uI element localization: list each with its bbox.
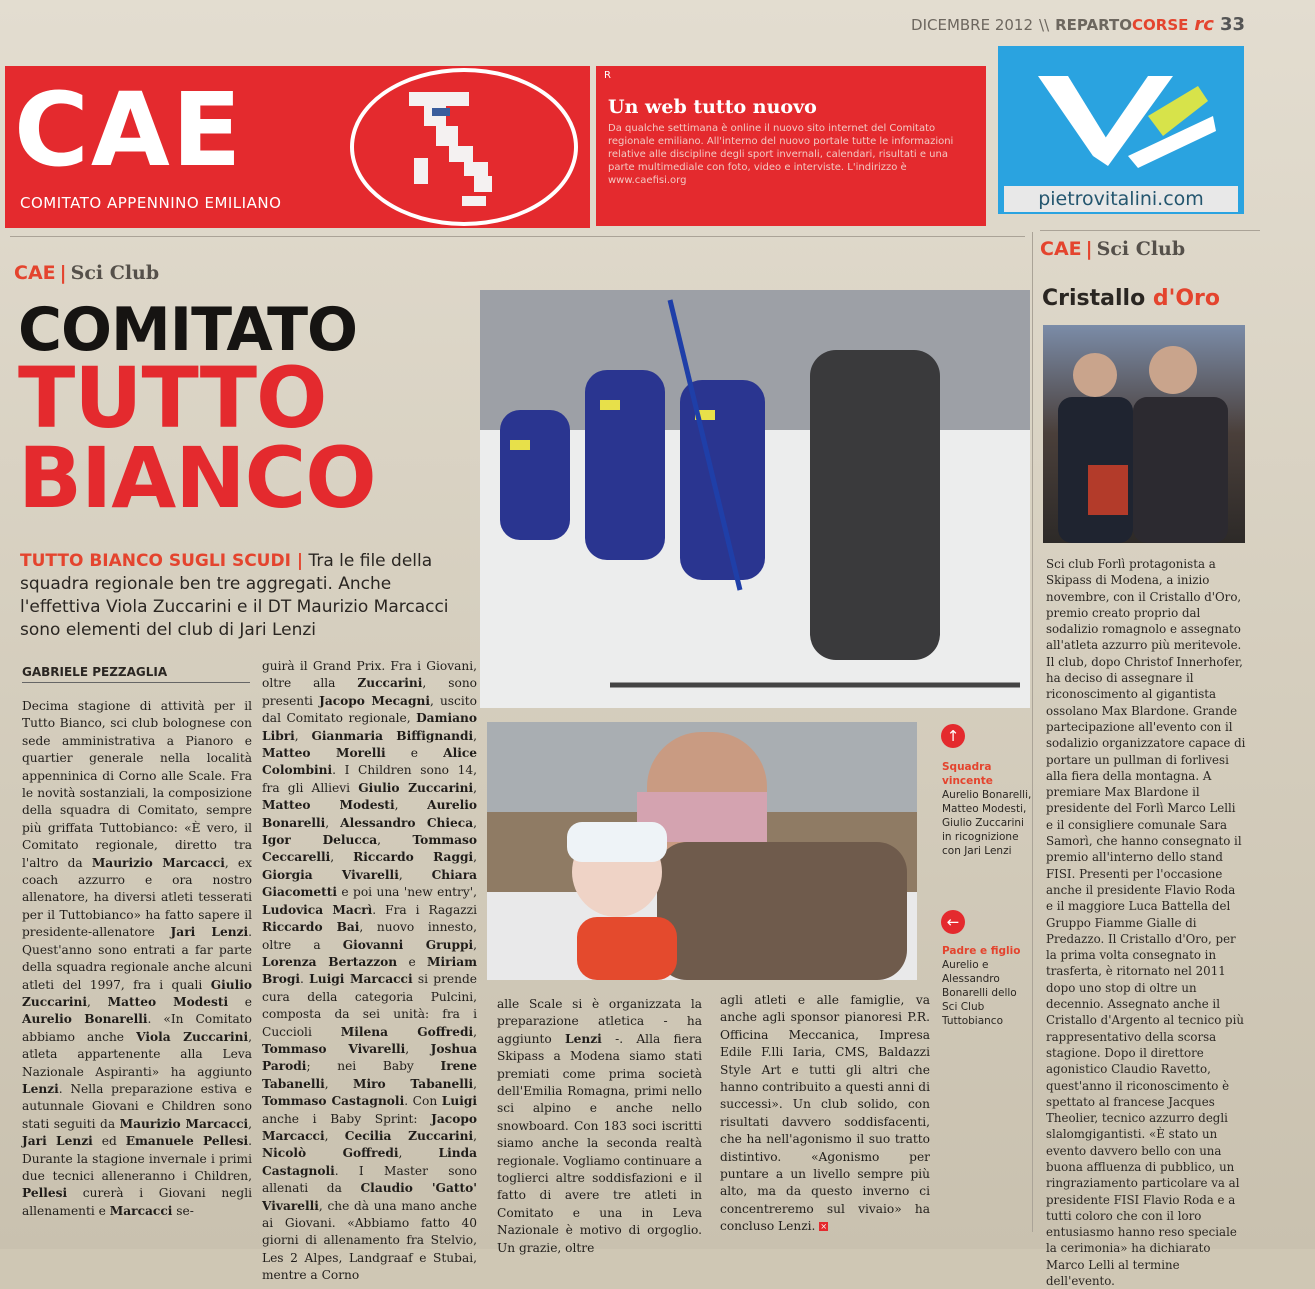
page-number: 33: [1219, 14, 1245, 35]
headline-line-3: BIANCO: [18, 429, 376, 527]
registered-mark: R: [604, 70, 611, 81]
caption-title: Squadra vincente: [942, 761, 993, 787]
ad-url[interactable]: pietrovitalini.com: [1004, 186, 1238, 212]
article-column-2: guirà il Grand Prix. Fra i Giovani, oltre alla Zuccarini, sono presenti Jacopo Mecagni, uscito dal Comitato regionale, Damiano Libri, Gianmaria Biffignandi, Matteo Morelli e Alice Colombini. I Children sono 14, fra gli Allievi Giulio Zuccarini, Matteo Modesti, Aurelio Bonarelli, Alessandro Chieca, Igor Delucca, Tommaso Ceccarelli, Riccardo Raggi, Giorgia Vivarelli, Chiara Giacometti e poi una 'new entry', Ludovica Macrì. Fra i Ragazzi Riccardo Bai, nuovo innesto, oltre a Giovanni Gruppi, Lorenza Bertazzon e Miriam Brogi. Luigi Marcacci si prende cura della categoria Pulcini, composta da sei unità: fra i Cuccioli Milena Goffredi, Tommaso Vivarelli, Joshua Parodi; nei Baby Irene Tabanelli, Miro Tabanelli, Tommaso Castagnoli. Con Luigi anche i Baby Sprint: Jacopo Marcacci, Cecilia Zuccarini, Nicolò Goffredi, Linda Castagnoli. I Master sono allenati da Claudio 'Gatto' Vivarelli, che dà una mano anche ai Giovani. «Abbiamo fatto 40 giorni di allenamento fra Stelvio, Les 2 Alpes, Landgraaf e Stubai, mentre a Corno: [262, 659, 478, 1283]
article-column-4: agli atleti e alle famiglie, va anche agli sponsor pianoresi P.R. Officina Meccanica, Impresa Edile F.lli Iaria, CMS, Baldazzi Style Art e tutti gli altri che hanno contribuito a questi anni di successi». Un club solido, con risultati davvero soddisfacenti, che ha nell'agonismo il suo tratto distintivo. «Agonismo per puntare a un livello sempre più alto, ma da questo inverno ci concentreremo sul vivaio» ha concluso Lenzi. ×: [720, 993, 930, 1234]
section-name: Sci Club: [70, 262, 160, 284]
header-divider: [10, 236, 1025, 237]
article-deck: [20, 550, 470, 642]
end-of-article-icon: ×: [820, 1222, 828, 1232]
section-cae: CAE: [14, 262, 56, 284]
deck-text: Tra le file della squadra regionale ben tre aggregati. Anche l'effettiva Viola Zuccarini e il DT Maurizio Marcacci sono elementi del club di Jari Lenzi: [20, 551, 449, 640]
pv-logo-icon: [998, 46, 1244, 186]
caption-title: Padre e figlio: [942, 945, 1021, 957]
italy-map-icon: [350, 68, 578, 226]
byline-rule: [22, 682, 250, 683]
arrow-up-icon: ↑: [941, 724, 965, 748]
sidebar-title: [1042, 286, 1220, 311]
caption-text: Aurelio e Alessandro Bonarelli dello Sci Club Tuttobianco: [942, 959, 1017, 1027]
web-panel-text: Da qualche settimana è online il nuovo sito internet del Comitato regionale emiliano. All'interno del nuovo portale tutte le informazioni relative alle discipline degli sport invernali, calendari, risultati e una parte multimediale con foto, video e interviste. L'indirizzo è www.caefisi.org: [608, 123, 954, 186]
sidebar-photo: [1043, 325, 1245, 543]
sidebar-title-a: Cristallo: [1042, 286, 1153, 311]
skiers-photo-icon: [480, 290, 1030, 708]
header-reparto: REPARTO: [1055, 15, 1133, 34]
section-bar: |: [1085, 238, 1093, 260]
caption-squadra: [942, 760, 1032, 858]
headline-line-1: COMITATO: [18, 295, 358, 365]
caption-padre-figlio: [942, 944, 1032, 1028]
sidebar-text: Sci club Forlì protagonista a Skipass di Modena, a inizio novembre, con il Cristallo d'Oro, premio creato proprio dal sodalizio romagnolo e assegnato all'atleta azzurro più meritevole. Il club, dopo Christof Innerhofer, ha deciso di assegnare il riconoscimento al gigantista ossolano Max Blardone. Grande partecipazione all'evento con il sodalizio organizzatore capace di portare un pullman di forlivesi alla fiera della montagna. A premiare Max Blardone il presidente del Forlì Marco Lelli e il consigliere comunale Sara Samorì, che hanno consegnato il premio all'interno dello stand FISI. Presenti per l'occasione anche il presidente Flavio Roda e il maggiore Luca Battella del Gruppo Fiamme Gialle di Predazzo. Il Cristallo d'Oro, per la prima volta consegnato in trasferta, è ritornato nel 2011 dopo uno stop di oltre un decennio. Assegnato anche il Cristallo d'Argento al tecnico più rappresentativo della scorsa stagione. Dopo il direttore agonistico Claudio Ravetto, quest'anno il riconoscimento è spettato al francese Jacques Theolier, tecnico azzurro degli slalomgigantisti. «È stato un evento davvero bello con una buona affluenza di pubblico, un ringraziamento particolare va al presidente FISI Flavio Roda e a tutti coloro che con il loro entusiasmo hanno reso speciale la cerimonia» ha dichiarato Marco Lelli al termine dell'evento.: [1046, 557, 1246, 1289]
portrait-photo-icon: [487, 722, 917, 980]
caption-text: Aurelio Bonarelli, Matteo Modesti, Giulio Zuccarini in ricognizione con Jari Lenzi: [942, 789, 1032, 857]
photo-ski-team: [480, 290, 1030, 708]
byline: GABRIELE PEZZAGLIA: [22, 665, 168, 679]
header-separator: \\: [1039, 15, 1050, 34]
running-header: [911, 14, 1245, 35]
award-photo-icon: [1043, 325, 1245, 543]
photo-father-son: [487, 722, 917, 980]
section-label: [14, 262, 159, 284]
sidebar-title-b: d'Oro: [1152, 286, 1221, 311]
cae-logo: CAE: [14, 71, 244, 190]
sidebar-section-label: [1040, 238, 1185, 260]
web-panel-title: Un web tutto nuovo: [608, 96, 817, 118]
issue-date: DICEMBRE 2012: [911, 15, 1034, 34]
rc-logo-icon: rc: [1194, 14, 1214, 35]
section-bar: |: [59, 262, 67, 284]
article-column-3: alle Scale si è organizzata la preparazione atletica - ha aggiunto Lenzi -. Alla fiera Skipass a Modena siamo stati premiati come prima società dell'Emilia Romagna, primi nello sci alpino e anche nello snowboard. Con 183 soci iscritti siamo anche la seconda realtà regionale. Vogliamo continuare a toglierci altre soddisfazioni e il fatto di avere tre atleti in Comitato e una in Leva Nazionale è motivo di orgoglio. Un grazie, oltre: [497, 997, 702, 1255]
deck-lead: TUTTO BIANCO SUGLI SCUDI |: [20, 551, 304, 571]
arrow-left-icon: ←: [941, 910, 965, 934]
section-name: Sci Club: [1096, 238, 1186, 260]
sidebar-top-rule: [1040, 230, 1260, 231]
header-corse: CORSE: [1132, 15, 1189, 34]
article-column-1: Decima stagione di attività per il Tutto Bianco, sci club bolognese con sede amministrativa a Pianoro e quartier generale nella località appenninica di Corno alle Scale. Fra le novità sostanziali, la composizione della squadra di Comitato, sempre più griffata Tuttobianco: «È vero, il Comitato regionale, diretto tra l'altro da Maurizio Marcacci, ex coach azzurro e ora nostro allenatore, ha diversi atleti tesserati per il Tuttobianco» ha fatto sapere il presidente-allenatore Jari Lenzi. Quest'anno sono entrati a far parte della squadra regionale anche alcuni atleti del 1997, fra i quali Giulio Zuccarini, Matteo Modesti e Aurelio Bonarelli. «In Comitato abbiamo anche Viola Zuccarini, atleta appartenente alla Leva Nazionale Aspiranti» ha aggiunto Lenzi. Nella preparazione estiva e autunnale Giovani e Children sono stati seguiti da Maurizio Marcacci, Jari Lenzi ed Emanuele Pellesi. Durante la stagione invernale i primi due tecnici alleneranno i Children, Pellesi curerà i Giovani negli allenamenti e Marcacci se-: [22, 699, 253, 1218]
headline-line-2: TUTTO: [18, 349, 327, 447]
cae-subtitle: COMITATO APPENNINO EMILIANO: [20, 194, 282, 212]
section-cae: CAE: [1040, 238, 1082, 260]
